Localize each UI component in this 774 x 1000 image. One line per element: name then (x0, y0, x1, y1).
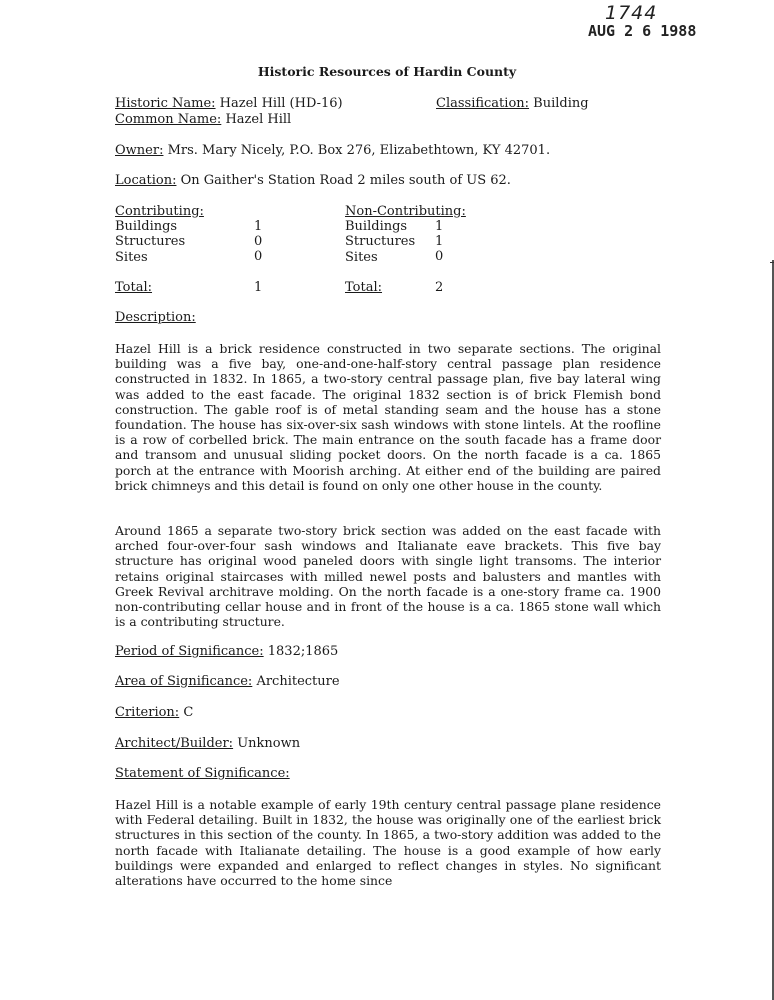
area-row (115, 674, 340, 689)
area-label: Area of Significance: (115, 674, 253, 689)
non-contributing-sites-label: Sites (345, 249, 378, 265)
classification-label: Classification: (436, 96, 530, 111)
common-name-row (115, 112, 291, 127)
page-title: Historic Resources of Hardin County (257, 64, 517, 79)
architect-row (115, 736, 300, 751)
contributing-labels (115, 204, 204, 265)
contributing-structures-label: Structures (115, 234, 186, 250)
common-name-value: Hazel Hill (225, 112, 292, 127)
owner-value: Mrs. Mary Nicely, P.O. Box 276, Elizabethtown, KY 42701. (167, 143, 551, 158)
non-contributing-heading: Non-Contributing: (345, 204, 466, 219)
location-value: On Gaither's Station Road 2 miles south of US 62. (180, 173, 511, 188)
owner-label: Owner: (115, 143, 164, 158)
non-contributing-total-value: 2 (435, 280, 444, 295)
statement-paragraph: Hazel Hill is a notable example of early 19th century central passage plane residence with Federal detailing. Built in 1832, the house was originally one of the earliest brick structures in this section of the county. In 1865, a two-story addition was added to the north facade with Italianate detailing. The house is a good example of how early buildings were expanded and enlarged to reflect changes in styles. No significant alterations have occurred to the home since (115, 797, 661, 889)
criterion-row (115, 705, 193, 720)
contributing-buildings-label: Buildings (115, 219, 178, 235)
criterion-label: Criterion: (115, 705, 180, 720)
period-row (115, 644, 338, 659)
non-contributing-structures-label: Structures (345, 234, 416, 250)
scan-edge-tick (770, 262, 774, 263)
area-value: Architecture (256, 674, 340, 689)
classification-row (436, 96, 589, 111)
contributing-total-value: 1 (254, 280, 263, 295)
common-name-label: Common Name: (115, 112, 222, 127)
non-contributing-buildings-label: Buildings (345, 219, 408, 235)
stamp-date: AUG 2 6 1988 (588, 22, 697, 40)
location-row (115, 173, 511, 188)
non-contributing-labels (345, 204, 466, 265)
architect-label: Architect/Builder: (115, 736, 234, 751)
historic-name-row (115, 96, 343, 111)
location-label: Location: (115, 173, 177, 188)
non-contributing-total-label: Total: (345, 280, 383, 295)
non-contributing-sites-value: 0 (435, 249, 444, 265)
contributing-total-label: Total: (115, 280, 153, 295)
description-paragraph-1: Hazel Hill is a brick residence constructed in two separate sections. The original building was a five bay, one-and-one-half-story central passage plan residence constructed in 1832. In 1865, a two-story central passage plan, five bay lateral wing was added to the east facade. The original 1832 section is of brick Flemish bond construction. The gable roof is of metal standing seam and the house has a stone foundation. The house has six-over-six sash windows with stone lintels. At the roofline is a row of corbelled brick. The main entrance on the south facade has a frame door and transom and unusual sliding pocket doors. On the north facade is a ca. 1865 porch at the entrance with Moorish arching. At either end of the building are paired brick chimneys and this detail is found on only one other house in the county. (115, 341, 661, 493)
contributing-heading: Contributing: (115, 204, 204, 219)
non-contributing-buildings-value: 1 (435, 219, 444, 234)
description-heading: Description: (115, 310, 196, 325)
non-contributing-values (435, 219, 443, 265)
architect-value: Unknown (237, 736, 301, 751)
contributing-values (254, 219, 262, 265)
historic-name-label: Historic Name: (115, 96, 216, 111)
owner-row (115, 143, 550, 158)
description-paragraph-2: Around 1865 a separate two-story brick section was added on the east facade with arched four-over-four sash windows and Italianate eave brackets. This five bay structure has original wood paneled doors with single light transoms. The interior retains original staircases with milled newel posts and balusters and mantles with Greek Revival architrave molding. On the north facade is a one-story frame ca. 1900 non-contributing cellar house and in front of the house is a ca. 1865 stone wall which is a contributing structure. (115, 523, 661, 630)
classification-value: Building (533, 96, 589, 111)
non-contributing-structures-value: 1 (435, 234, 444, 250)
period-label: Period of Significance: (115, 644, 264, 659)
statement-heading: Statement of Significance: (115, 766, 290, 781)
historic-name-value: Hazel Hill (HD-16) (219, 96, 343, 111)
contributing-structures-value: 0 (254, 234, 263, 250)
criterion-value: C (183, 705, 194, 720)
stamp-number: 1744 (605, 2, 658, 24)
contributing-buildings-value: 1 (254, 219, 263, 234)
period-value: 1832;1865 (267, 644, 339, 659)
contributing-sites-value: 0 (254, 249, 263, 265)
contributing-sites-label: Sites (115, 249, 148, 265)
